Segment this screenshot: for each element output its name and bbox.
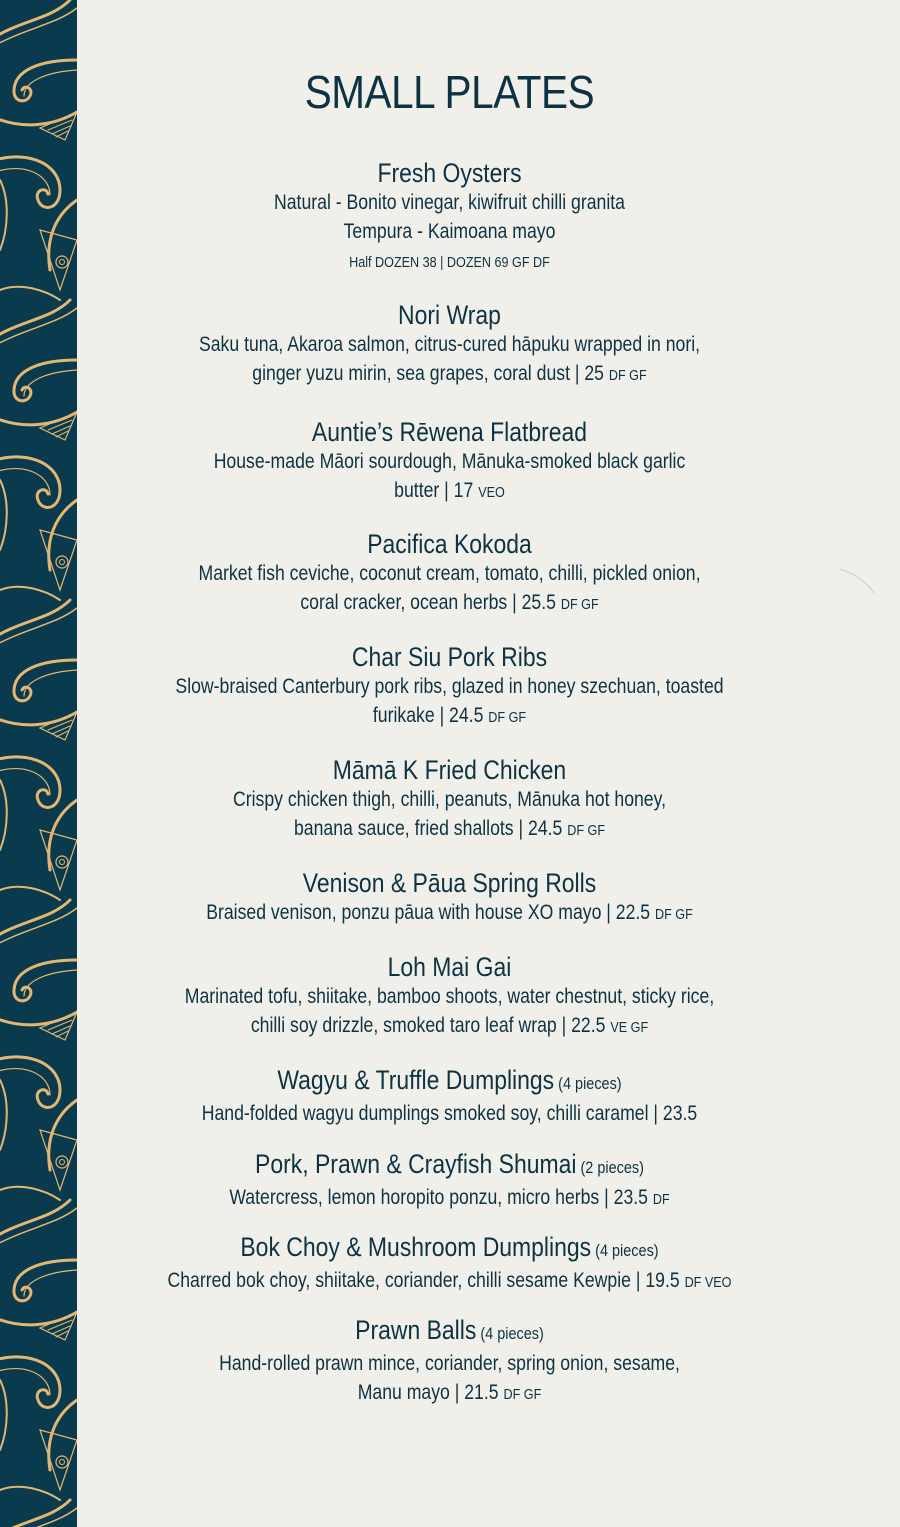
item-name: Loh Mai Gai: [387, 952, 512, 982]
item-name: Bok Choy & Mushroom Dumplings (4 pieces): [240, 1232, 659, 1262]
item-description: Charred bok choy, shiitake, coriander, chilli sesame Kewpie | 19.5 DF VEO: [167, 1269, 732, 1292]
menu-item: [77, 1149, 822, 1214]
item-pieces: (4 pieces): [554, 1074, 622, 1093]
paper-fiber-mark: [838, 565, 878, 595]
item-name: Auntie’s Rēwena Flatbread: [311, 417, 588, 447]
item-description: Manu mayo | 21.5 DF GF: [357, 1381, 542, 1404]
menu-item: [77, 417, 822, 507]
page-title: SMALL PLATES: [304, 66, 595, 118]
menu-item: [77, 158, 822, 277]
item-description: coral cracker, ocean herbs | 25.5 DF GF: [300, 591, 599, 614]
item-description: Hand-rolled prawn mince, coriander, spring onion, sesame,: [219, 1352, 680, 1375]
item-description: Tempura - Kaimoana mayo: [343, 220, 556, 243]
dietary-tags: DF: [652, 1191, 670, 1208]
item-name: Wagyu & Truffle Dumplings (4 pieces): [277, 1065, 622, 1095]
item-name: Māmā K Fried Chicken: [332, 755, 567, 785]
item-description: banana sauce, fried shallots | 24.5 DF GF: [293, 817, 606, 840]
menu-item: [77, 1232, 822, 1297]
item-name: Nori Wrap: [398, 300, 501, 330]
menu-item: [77, 1065, 822, 1128]
item-price-tags: Half DOZEN 38 | DOZEN 69 GF DF: [349, 254, 550, 271]
menu-item: [77, 642, 822, 732]
dietary-tags: DF GF: [488, 709, 527, 726]
menu-item: [77, 755, 822, 845]
koru-pattern-icon: [0, 0, 77, 1527]
dietary-tags: DF GF: [503, 1386, 542, 1403]
item-name: Fresh Oysters: [377, 158, 522, 188]
item-description: House-made Māori sourdough, Mānuka-smoked black garlic: [213, 450, 686, 473]
item-description: Watercress, lemon horopito ponzu, micro herbs | 23.5 DF: [229, 1186, 670, 1209]
item-description: Braised venison, ponzu pāua with house XO mayo | 22.5 DF GF: [206, 901, 693, 924]
item-description: Slow-braised Canterbury pork ribs, glazed in honey szechuan, toasted: [175, 675, 724, 698]
item-name: Pacifica Kokoda: [367, 529, 532, 559]
dietary-tags: DF GF: [608, 367, 647, 384]
menu-item: [77, 300, 822, 390]
dietary-tags: VEO: [478, 484, 505, 501]
item-description: Saku tuna, Akaroa salmon, citrus-cured hāpuku wrapped in nori,: [198, 333, 701, 356]
item-description: Natural - Bonito vinegar, kiwifruit chilli granita: [273, 191, 625, 214]
item-description: ginger yuzu mirin, sea grapes, coral dust | 25 DF GF: [252, 362, 647, 385]
item-description: Crispy chicken thigh, chilli, peanuts, Mānuka hot honey,: [232, 788, 667, 811]
item-description: butter | 17 VEO: [394, 479, 505, 502]
dietary-tags: VE GF: [610, 1019, 649, 1036]
item-name: Prawn Balls (4 pieces): [355, 1315, 544, 1345]
koru-pattern-panel: [0, 0, 77, 1527]
item-name: Pork, Prawn & Crayfish Shumai (2 pieces): [255, 1149, 644, 1179]
dietary-tags: DF VEO: [684, 1274, 732, 1291]
dietary-tags: DF GF: [560, 596, 599, 613]
menu-item: [77, 952, 822, 1042]
item-price: [137, 246, 763, 277]
item-description: chilli soy drizzle, smoked taro leaf wrap | 22.5 VE GF: [250, 1014, 649, 1037]
menu-item: [77, 868, 822, 929]
dietary-tags: DF GF: [654, 906, 693, 923]
dietary-tags: DF GF: [567, 822, 606, 839]
item-description: furikake | 24.5 DF GF: [372, 704, 527, 727]
item-description: Hand-folded wagyu dumplings smoked soy, chilli caramel | 23.5: [201, 1102, 698, 1125]
item-name: Char Siu Pork Ribs: [351, 642, 548, 672]
item-pieces: (4 pieces): [591, 1241, 659, 1260]
item-name: Venison & Pāua Spring Rolls: [302, 868, 597, 898]
menu-item: [77, 1315, 822, 1409]
menu-item: [77, 529, 822, 619]
item-pieces: (4 pieces): [476, 1324, 544, 1343]
item-description: Market fish ceviche, coconut cream, tomato, chilli, pickled onion,: [198, 562, 701, 585]
item-pieces: (2 pieces): [576, 1158, 644, 1177]
item-description: Marinated tofu, shiitake, bamboo shoots, water chestnut, sticky rice,: [184, 985, 715, 1008]
